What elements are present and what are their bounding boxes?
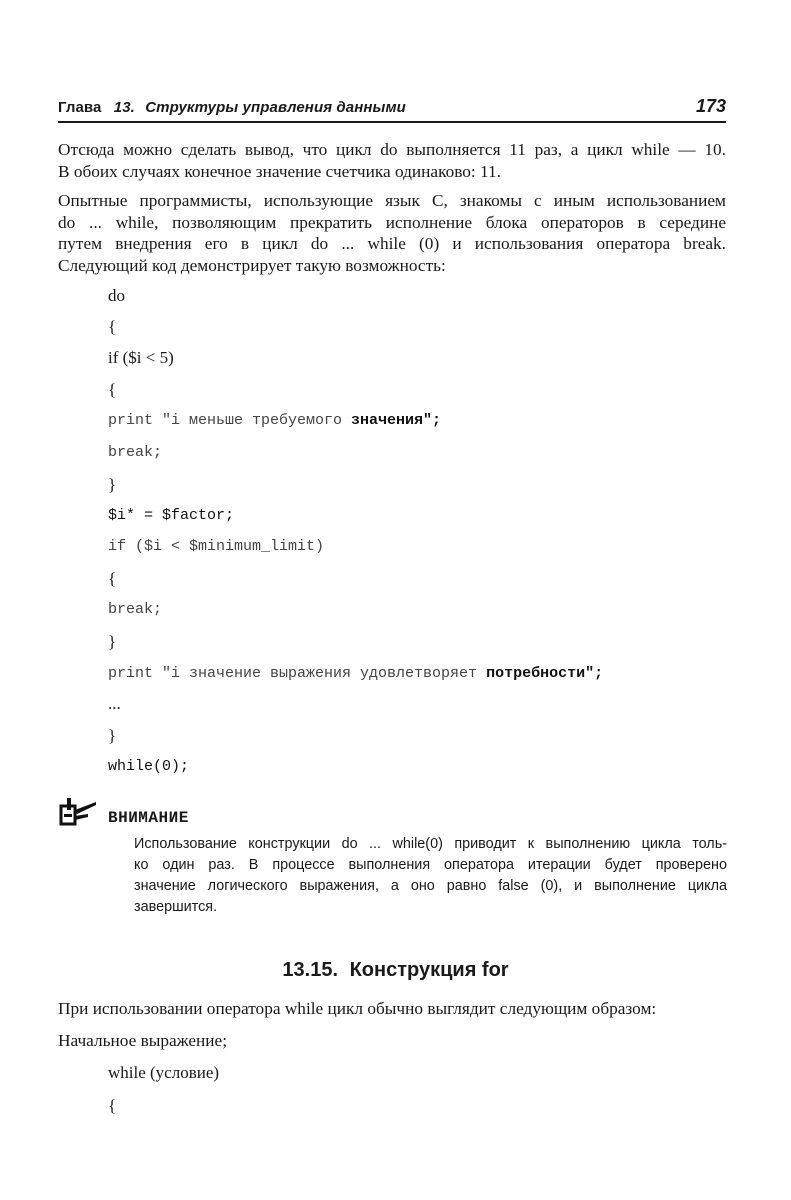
paragraph-3 — [58, 998, 726, 1020]
code-line: { — [108, 569, 117, 588]
note-title: ВНИМАНИЕ — [108, 809, 189, 827]
code-line: ... — [108, 694, 121, 713]
section-number: 13.15. — [282, 959, 339, 981]
text-line: Отсюда можно сделать вывод, что цикл do выполняется 11 раз, а цикл while — 10. — [58, 140, 726, 159]
note-line: Использование конструкции do ... while(0) приводит к выполнению цикла толь- — [134, 836, 727, 852]
text-line: Следующий код демонстрирует такую возможность: — [58, 255, 446, 275]
text-line: Опытные программисты, использующие язык С, знакомы с иным использованием — [58, 191, 726, 210]
chapter-number: 13. — [113, 99, 135, 116]
paragraph-1 — [58, 139, 726, 182]
section-title: Конструкция for — [349, 959, 509, 981]
code-line: while(0); — [108, 758, 190, 775]
paragraph-4 — [58, 1030, 726, 1052]
chapter-title: Структуры управления данными — [145, 99, 406, 116]
code-line: } — [108, 726, 117, 745]
text-line: путем внедрения его в цикл do ... while (0) и использования оператора break. — [58, 234, 726, 253]
text-line: При использовании оператора while цикл обычно выглядит следующим образом: — [58, 999, 657, 1018]
code-line: } — [108, 475, 117, 494]
code-line: if ($i < 5) — [108, 348, 174, 367]
code-line: do — [108, 286, 125, 305]
code-text: print "i значение выражения удовлетворяет — [108, 665, 487, 682]
paragraph-2 — [58, 190, 726, 276]
text-line: Начальное выражение; — [58, 1031, 227, 1050]
code-line — [108, 412, 441, 429]
code-line: while (условие) — [108, 1063, 220, 1082]
code-line: if ($i < $minimum_limit) — [108, 538, 325, 555]
code-line — [108, 665, 603, 682]
code-emphasis: значения"; — [351, 412, 442, 429]
note-line: ко один раз. В процессе выполнения оператора итерации будет проверено — [134, 857, 727, 873]
code-line: break; — [108, 601, 163, 618]
code-emphasis: потребности"; — [486, 665, 604, 682]
note-body — [134, 834, 727, 918]
chapter-heading — [58, 99, 406, 116]
chapter-word: Глава — [58, 99, 102, 116]
running-header — [58, 97, 726, 123]
code-text: print "i меньше требуемого — [108, 412, 352, 429]
page-number: 173 — [695, 96, 726, 116]
code-line: $i* = $factor; — [108, 507, 235, 524]
note-line: завершится. — [134, 899, 218, 915]
code-line: break; — [108, 444, 163, 461]
code-line: } — [108, 632, 117, 651]
pointing-hand-icon — [58, 796, 98, 828]
section-heading — [0, 959, 791, 982]
note-line: значение логического выражения, а оно равно false (0), и выполнение цикла — [134, 878, 727, 894]
code-line: { — [108, 317, 117, 336]
text-line: В обоих случаях конечное значение счетчика одинаково: 11. — [58, 161, 501, 181]
code-line: { — [108, 380, 117, 399]
code-line: { — [108, 1096, 117, 1115]
text-line: do ... while, позволяющим прекратить исполнение блока операторов в середине — [58, 212, 726, 232]
